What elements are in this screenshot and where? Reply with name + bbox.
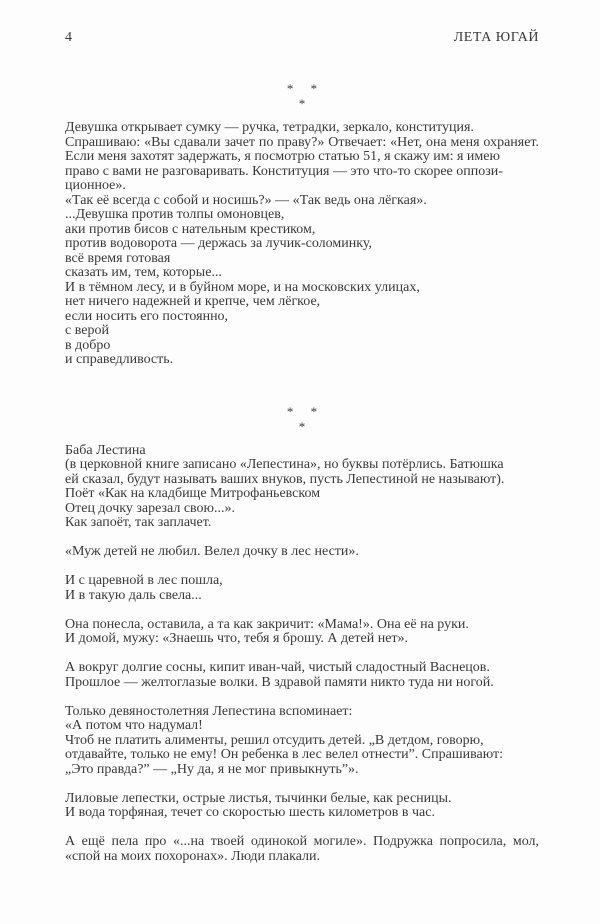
poem-line: Чтоб не платить алименты, решил отсудить детей. „В детдом, говорю,: [65, 732, 484, 748]
poem-line: ей сказал, будут называть ваших внуков, пусть Лепестиной не называют).: [65, 471, 505, 487]
asterisk-row: * *: [286, 81, 318, 96]
poem-line: Спрашиваю: «Вы сдавали зачет по праву?» Отвечает: «Нет, она меня охраняет.: [65, 134, 539, 150]
page-number: 4: [65, 30, 72, 45]
poem-section: [65, 81, 539, 368]
poem-line: отдавайте, только не ему! Он ребенка в лес велел отнести”. Спрашивают:: [65, 747, 504, 762]
stanza: [65, 121, 539, 368]
page-content: [65, 81, 539, 864]
stanza: [65, 792, 539, 821]
poem-line: «Так её всегда с собой и носишь?» — «Так ведь она лёгкая».: [65, 192, 427, 208]
stanza: [65, 618, 539, 647]
asterisk-row: *: [298, 96, 306, 111]
poem-line: право с вами не разговаривать. Конституция — это что-то скорее оппози-: [65, 163, 503, 179]
poem-line: аки против бисов с нательным крестиком,: [65, 221, 316, 237]
poem-line: Лиловые лепестки, острые листья, тычинки белые, как ресницы.: [65, 790, 452, 806]
poem-line: сказать им, тем, которые...: [65, 265, 222, 280]
asterisk-row: * *: [286, 403, 318, 419]
stanza: [65, 574, 539, 603]
poem-line: Прошлое — желтоглазые волки. В здравой памяти никто туда ни ногой.: [65, 674, 494, 690]
poem-section: [65, 404, 539, 865]
section-separator: [65, 404, 539, 434]
poem-line: Отец дочку зарезал свою...».: [65, 500, 236, 516]
poem-line: И в тёмном лесу, и в буйном море, и на московских улицах,: [65, 279, 420, 295]
poem-line: ционное».: [65, 178, 126, 193]
poem-line: И домой, мужу: «Знаешь что, тебя я брошу. А детей нет».: [65, 631, 409, 646]
poem-line: (в церковной книге записано «Лепестина», но буквы потёрлись. Батюшка: [65, 457, 504, 472]
poem-line: Как запоёт, так заплачет.: [65, 515, 212, 530]
stanza: [65, 835, 539, 864]
asterisk-row: *: [298, 418, 306, 434]
poem-line: всё время готовая: [65, 250, 171, 266]
poem-line: Баба Лестина: [65, 442, 146, 458]
poem-line: «Муж детей не любил. Велел дочку в лес нести».: [65, 544, 359, 559]
poem-line: ...Девушка против толпы омоновцев,: [65, 207, 285, 222]
section-separator: [65, 81, 539, 111]
stanza: [65, 705, 539, 778]
poem-line: И вода торфяная, течет со скоростью шесть километров в час.: [65, 805, 435, 820]
poem-line: нет ничего надежней и крепче, чем лёгкое,: [65, 294, 321, 309]
poem-line: Поёт «Как на кладбище Митрофаньевском: [65, 486, 321, 501]
poem-line: Только девяностолетняя Лепестина вспоминает:: [65, 703, 353, 719]
poem-line: Девушка открывает сумку — ручка, тетрадки, зеркало, конституция.: [65, 120, 474, 135]
stanza: [65, 661, 539, 690]
poem-line: Она понесла, оставила, а та как закричит: «Мама!». Она её на руки.: [65, 616, 469, 632]
poem-line: А ещё пела про «...на твоей одинокой могиле». Подружка попросила, мол,: [65, 834, 539, 849]
poem-line: и справедливость.: [65, 352, 174, 367]
poem-line: в добро: [65, 337, 111, 353]
poem-line: если носить его постоянно,: [65, 308, 229, 324]
poem-line: Если меня захотят задержать, я посмотрю статью 51, я скажу им: я имею: [65, 149, 500, 164]
poem-line: против водоворота — держась за лучик-соломинку,: [65, 236, 372, 251]
stanza: [65, 444, 539, 531]
running-title: ЛЕТА ЮГАЙ: [453, 30, 539, 45]
poem-line: А вокруг долгие сосны, кипит иван-чай, чистый сладостный Васнецов.: [65, 660, 490, 675]
poem-line: И с царевной в лес пошла,: [65, 573, 223, 588]
poem-line: «спой на моих похоронах». Люди плакали.: [65, 848, 321, 864]
stanza: [65, 545, 539, 560]
poem-line: „Это правда?” — „Ну да, я не мог привыкнуть”».: [65, 761, 359, 777]
page-header: [65, 30, 539, 45]
poem-line: «А потом что надумал!: [65, 718, 203, 733]
poem-line: И в такую даль свела...: [65, 587, 202, 603]
poem-line: с верой: [65, 323, 109, 338]
